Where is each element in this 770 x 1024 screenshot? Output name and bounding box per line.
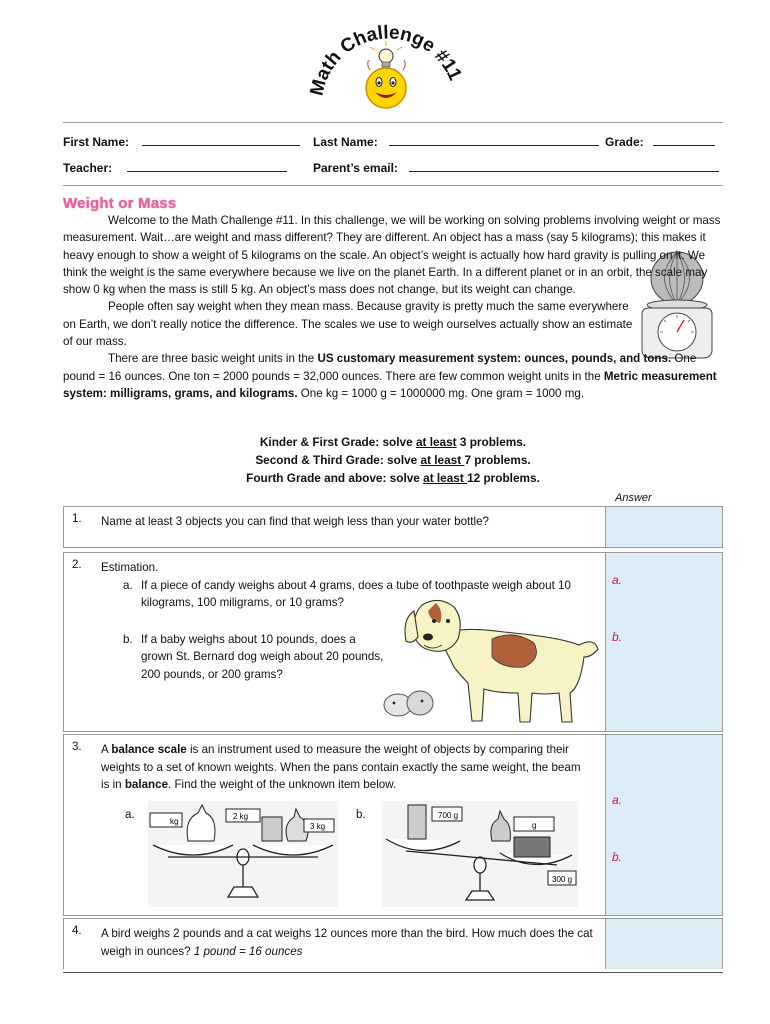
grade-label: Grade: <box>605 135 644 149</box>
answer-box[interactable]: a. b. <box>605 553 722 731</box>
answer-box[interactable]: a. b. <box>605 735 722 915</box>
first-name-field[interactable] <box>142 134 300 146</box>
sub-question-a: a. If a piece of candy weighs about 4 grams, does a tube of toothpaste weigh about 10 kilograms, 100 miligrams, or 10 grams? <box>123 578 571 609</box>
level-row: Fourth Grade and above: solve at least 12 problems. <box>246 471 540 485</box>
smiley-lightbulb-icon <box>290 20 480 130</box>
parent-email-label: Parent’s email: <box>313 161 398 175</box>
problem-2 <box>63 552 723 732</box>
section-title: Weight or Mass <box>63 195 177 212</box>
problem-text: A balance scale is an instrument used to measure the weight of objects by comparing their weights to a set of known weights. When the pans contain exactly the same weight, the beam is in balance. Find the weight of the unknown item below. <box>101 743 581 791</box>
teacher-field[interactable] <box>127 160 287 172</box>
problem-number: 4. <box>72 925 82 937</box>
answer-box[interactable] <box>605 919 722 969</box>
weight-label: 700 g <box>438 811 459 820</box>
teacher-label: Teacher: <box>63 161 113 175</box>
problem-text: A bird weighs 2 pounds and a cat weighs 12 ounces more than the bird. How much does the cat weigh in ounces? 1 pound = 16 ounces <box>101 927 593 958</box>
weight-label: 2 kg <box>233 812 249 821</box>
level-row: Kinder & First Grade: solve at least 3 problems. <box>259 435 527 449</box>
intro-text <box>63 212 723 402</box>
page-title: Math Challenge #11 <box>306 22 466 98</box>
puppies-image <box>380 683 440 719</box>
answer-box[interactable] <box>605 507 722 547</box>
parent-email-field[interactable] <box>409 160 719 172</box>
header-title-art <box>290 20 480 130</box>
problem-3 <box>63 734 723 916</box>
problem-1 <box>63 506 723 548</box>
page-bottom-divider <box>63 972 723 973</box>
figure-a-label: a. <box>125 809 135 821</box>
grade-requirements <box>63 433 723 487</box>
last-name-label: Last Name: <box>313 135 378 149</box>
answer-heading: Answer <box>615 492 652 504</box>
problem-text: Estimation. a. If a piece of candy weighs about 4 grams, does a tube of toothpaste weigh about 10 kilograms, 100 miligrams, or 10 grams? b. If a baby weighs about 10 pounds, does a grown St. Bernard dog weigh about 20 pounds, 200 pounds, or 200 grams? <box>101 559 611 683</box>
last-name-field[interactable] <box>389 134 599 146</box>
figure-b-label: b. <box>356 809 366 821</box>
problem-4 <box>63 918 723 969</box>
balance-scale-b-image <box>382 801 578 907</box>
weight-label: 300 g <box>552 875 573 884</box>
level-row: Second & Third Grade: solve at least 7 problems. <box>255 453 531 467</box>
weight-label: 3 kg <box>310 822 326 831</box>
weight-label: kg <box>170 817 179 826</box>
first-name-label: First Name: <box>63 135 130 149</box>
problem-number: 2. <box>72 559 82 571</box>
paragraph-1: Welcome to the Math Challenge #11. In this challenge, we will be working on solving problems involving weight or mass measurement. Wait…are weight and mass different? They are different. An object has a mass (say 5 kilograms); this makes it heavy enough to show a weight of 5 kilograms on the scale. An object’s weight is actually how hard gravity is pulling on it. We think the weight is the same everywhere because we live on the planet Earth. In a different planet or in an orbit, the scale may show 0 kg when the mass is still 5 kg. An object’s mass does not change, but its weight can change. <box>63 214 721 297</box>
problem-text: Name at least 3 objects you can find that weigh less than your water bottle? <box>101 515 489 528</box>
problem-number: 1. <box>72 513 82 525</box>
sub-question-b: b. If a baby weighs about 10 pounds, does a grown St. Bernard dog weigh about 20 pounds, 200 pounds, or 200 grams? <box>123 632 384 681</box>
paragraph-3: There are three basic weight units in the US customary measurement system: ounces, pounds, and tons. One pound = 16 ounces. One ton = 2000 pounds = 32,000 ounces. There are few common weight units in the Metric measurement system: milligrams, grams, and kilograms. One kg = 1000 g = 1000000 mg. One gram = 1000 mg. <box>63 352 717 400</box>
balance-scale-a-image <box>148 801 338 907</box>
paragraph-2: People often say weight when they mean mass. Because gravity is pretty much the same everywhere on Earth, we don’t really notice the difference. The scales we use to weigh ourselves actually show an estimate of our mass. <box>63 300 633 349</box>
grade-field[interactable] <box>653 134 715 146</box>
problem-number: 3. <box>72 741 82 753</box>
weight-label: g <box>532 821 537 830</box>
student-info-box <box>63 122 723 186</box>
